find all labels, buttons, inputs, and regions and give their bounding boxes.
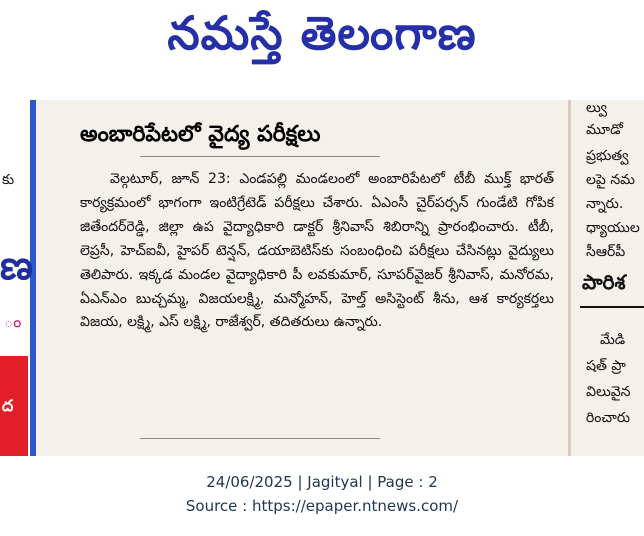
right-line: సీఆర్‌పీ bbox=[586, 244, 626, 260]
right-line: లపై నమ bbox=[586, 172, 635, 188]
right-line: ప్రభుత్వ bbox=[586, 148, 629, 164]
left-fragment-large: ణ bbox=[0, 242, 34, 289]
right-line: మేడి bbox=[600, 332, 626, 348]
article-end-divider bbox=[140, 438, 380, 439]
left-red-text: ద bbox=[2, 396, 14, 415]
right-subheading: పారిశ bbox=[582, 270, 626, 294]
right-line: మూడో bbox=[586, 122, 623, 138]
article-body: వెల్గటూర్, జూన్ 23: ఎండపల్లి మండలంలో అంబారిపేటలో టీబీ ముక్త్ భారత్ కార్యక్రమంలో భాగంగా ఇంటిగ్రేటెడ్ పరీక్షలు చేశారు. ఏఎంసీ చైర్‌పర్సన్ గుండేటి గోపిక జితేందర్‌రెడ్డి, జిల్లా ఉప వైద్యాధికారి డాక్టర్ శ్రీనివాస్ శిబిరాన్ని ప్రారంభించారు. టీబీ, లెప్రసీ, హెచ్‌ఐవీ, హైపర్ టెన్షన్, డయాబెటిస్‌కు సంబంధించి పరీక్షలు చేసినట్లు వైద్యులు తెలిపారు. ఇక్కడ మండల వైద్యాధికారి పీ లవకుమార్, సూపర్‌వైజర్ శ్రీనివాస్, మనోరమ, ఏఎన్‌ఎం బుచ్చమ్మ, విజయలక్ష్మి, మన్మోహన్, హెల్త్ అసిస్టెంట్ శీను, ఆశ కార్యకర్తలు విజయ, లక్ష్మి, ఎస్ లక్ష్మి, రాజేశ్వర్, తదితరులు ఉన్నారు. bbox=[80, 171, 554, 331]
newspaper-clipping bbox=[0, 100, 644, 456]
source-footer bbox=[0, 470, 644, 518]
right-adjacent-column bbox=[572, 100, 644, 456]
column-separator bbox=[568, 100, 571, 456]
right-line: న్నారు. bbox=[586, 196, 624, 212]
right-subheading-rule bbox=[580, 306, 644, 308]
left-red-block bbox=[0, 356, 28, 456]
left-fragment-text: కు bbox=[2, 172, 15, 188]
masthead-title: నమస్తే తెలంగాణ bbox=[167, 6, 477, 60]
right-line: రించారు bbox=[586, 410, 630, 426]
right-line: షత్ ప్రా bbox=[586, 358, 626, 374]
right-line: ధ్యాయుల bbox=[586, 220, 640, 236]
footer-source-line: Source : https://epaper.ntnews.com/ bbox=[185, 497, 459, 515]
newspaper-masthead bbox=[0, 0, 644, 78]
left-fragment-pink: ం bbox=[4, 312, 22, 331]
article bbox=[44, 108, 562, 456]
right-line: ల్వు bbox=[586, 100, 608, 116]
footer-date-line: 24/06/2025 | Jagityal | Page : 2 bbox=[206, 473, 438, 491]
left-adjacent-column bbox=[0, 100, 36, 456]
right-line: విలువైన bbox=[586, 384, 631, 400]
article-headline: అంబారిపేటలో వైద్య పరీక్షలు bbox=[80, 122, 321, 147]
headline-divider bbox=[140, 156, 380, 157]
